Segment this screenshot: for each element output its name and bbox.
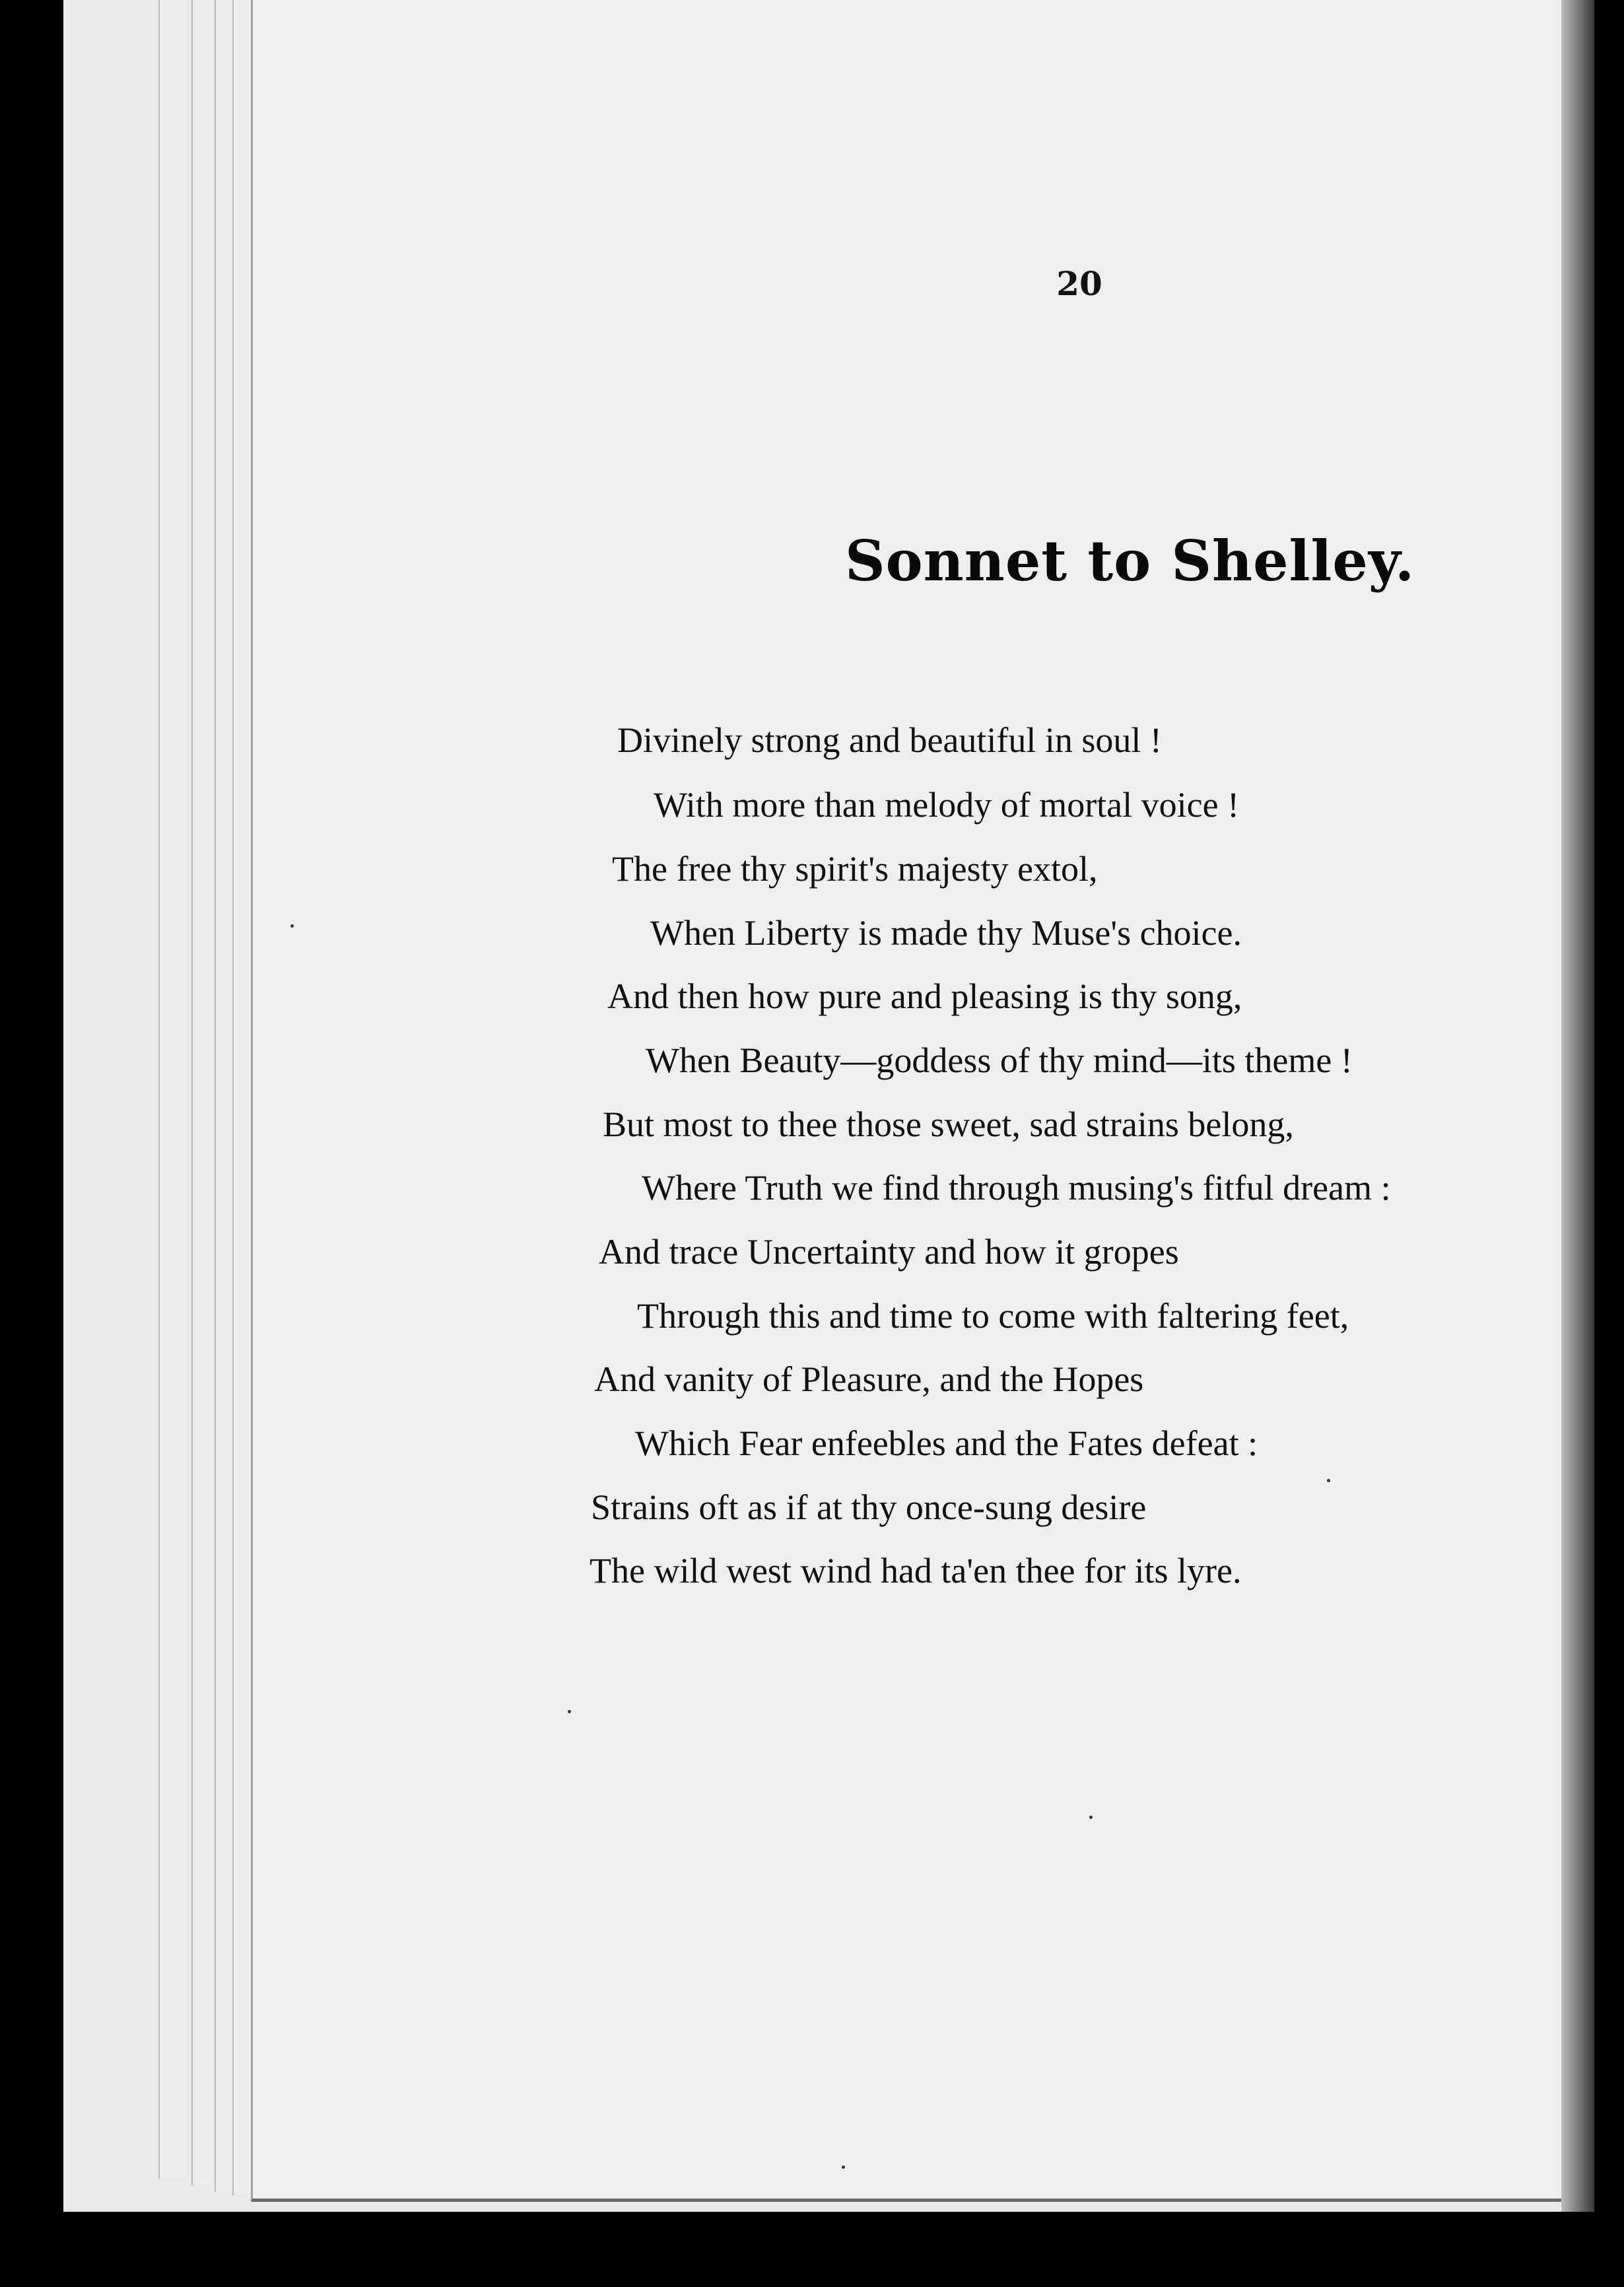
- page-number: 20: [1056, 264, 1102, 303]
- paper-speck: [1089, 1816, 1093, 1819]
- poem-line: But most to thee those sweet, sad strains belong,: [603, 1105, 1294, 1144]
- book-page: [251, 0, 1567, 2202]
- paper-speck: [568, 1710, 571, 1713]
- page-edge: [158, 0, 186, 2179]
- paper-speck: [842, 2166, 845, 2169]
- poem-line: With more than melody of mortal voice !: [654, 785, 1240, 825]
- poem-line: The wild west wind had ta'en thee for its lyre.: [590, 1551, 1242, 1590]
- poem-line: And vanity of Pleasure, and the Hopes: [594, 1359, 1144, 1399]
- page-gutter-shadow: [1561, 0, 1594, 2212]
- page-edge: [191, 0, 213, 2185]
- poem-line: Through this and time to come with faltering feet,: [637, 1296, 1349, 1336]
- poem-line: The free thy spirit's majesty extol,: [612, 849, 1098, 889]
- page-edge: [232, 0, 250, 2195]
- poem-line: And trace Uncertainty and how it gropes: [599, 1232, 1179, 1272]
- poem-line: When Liberty is made thy Muse's choice.: [650, 913, 1242, 953]
- poem-line: And then how pure and pleasing is thy song,: [607, 976, 1242, 1016]
- page-edge: [215, 0, 232, 2192]
- poem-line: Which Fear enfeebles and the Fates defeat :: [635, 1423, 1258, 1463]
- paper-speck: [290, 924, 294, 928]
- poem-line: Divinely strong and beautiful in soul !: [617, 720, 1162, 760]
- poem-line: Where Truth we find through musing's fitful dream :: [642, 1168, 1391, 1208]
- poem-line: Strains oft as if at thy once-sung desire: [591, 1487, 1147, 1527]
- poem-line: When Beauty—goddess of thy mind—its theme !: [646, 1041, 1353, 1080]
- paper-speck: [1327, 1479, 1330, 1482]
- poem-title: Sonnet to Shelley.: [845, 528, 1415, 594]
